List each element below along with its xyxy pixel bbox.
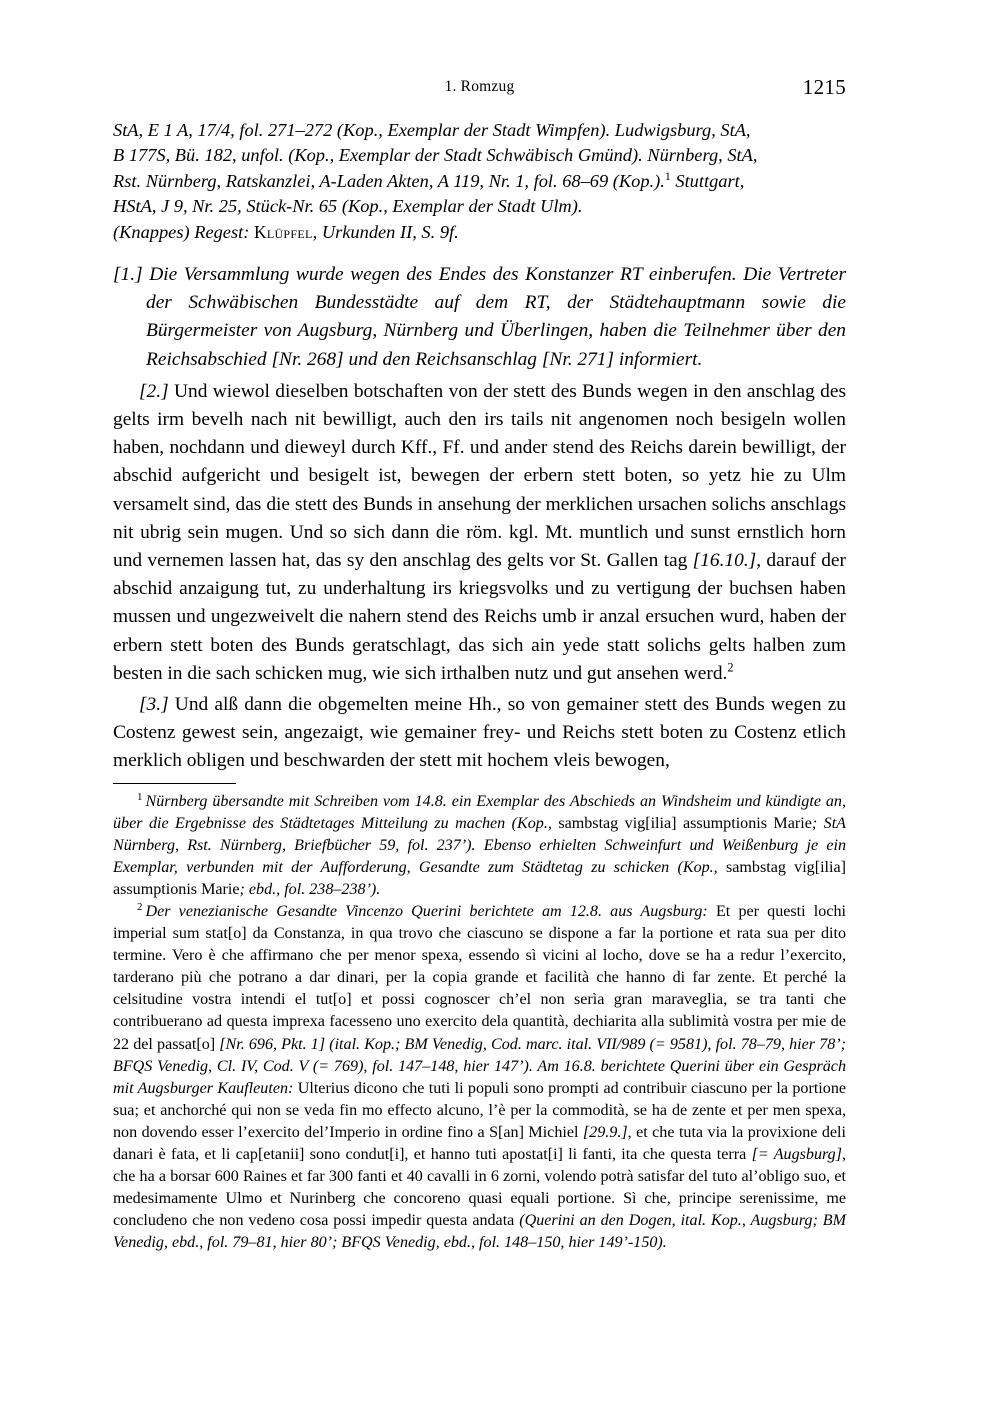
source-note-line bbox=[113, 169, 846, 194]
footnote-segment-italic: [29.9.] bbox=[582, 1123, 628, 1141]
running-head bbox=[113, 75, 846, 104]
footnote-segment-italic: Nürnberg übersandte mit Schreiben vom 14.8. ein Exemplar des Abschieds an Windsheim und kündigte an, über die Ergebnisse des Städtetages Mitteilung zu machen (Kop., bbox=[113, 793, 846, 833]
main-text-column bbox=[113, 118, 846, 776]
footnote-segment-roman: , che ha a borsar 600 Raines et far 300 fanti et 40 cavalli in 6 zorni, volendo potrà satisfar del tuto al’obligo suo, et medesimamente Ulmo et Nurinberg che concoreno quasi equali portione. Sì che, principe serenissime, me concludeno che non vedeno cosa possi impedir questa andata bbox=[113, 1145, 846, 1229]
paragraph-text: Und wiewol dieselben botschaften von der stett des Bunds wegen in den anschlag des gelts irm bevelh nach nit bewilligt, auch den irs tails nit angenomen noch besigeln wollen haben, nochdann und dieweyl durch Kff., Ff. und ander stend des Reichs darein bewilligt, der abschid aufgericht und besigelt ist, bewegen der erbern stett boten, so yetz hie zu Ulm versamelt sind, das die stett des Bunds in ansehung der merklichen ursachen solichs anschlags nit ubrig sein mugen. Und so sich dann die röm. kgl. Mt. muntlich und sunst ernstlich horn und vernemen lassen hat, das sy den anschlag des gelts vor St. Gallen tag bbox=[113, 380, 846, 572]
footnote-marker-1[interactable]: 1 bbox=[137, 790, 143, 803]
source-note-line: B 177S, Bü. 182, unfol. (Kop., Exemplar der Stadt Schwäbisch Gmünd). Nürnberg, StA, bbox=[113, 145, 758, 166]
paragraph-marker: [3.] bbox=[139, 694, 169, 716]
footnote-segment-italic: [Nr. 696, Pkt. 1] (ital. Kop.; BM Venedig, Cod. marc. ital. VII/989 (= 9581), fol. 78–79, hier 78’; BFQS Venedig, Cl. IV, Cod. V (= 769), fol. 147–148, hier 147’). Am 16.8. berichtete Querini über ein Gespräch mit Augsburger Kaufleuten: bbox=[113, 1035, 846, 1097]
source-note-line: StA, E 1 A, 17/4, fol. 271–272 (Kop., Exemplar der Stadt Wimpfen). Ludwigsburg, StA, bbox=[113, 120, 751, 140]
source-note-line: HStA, J 9, Nr. 25, Stück-Nr. 65 (Kop., Exemplar der Stadt Ulm). bbox=[113, 196, 583, 217]
page-number: 1215 bbox=[802, 75, 846, 99]
regest-prefix: (Knappes) Regest: bbox=[113, 221, 254, 242]
paragraph-text: Die Versammlung wurde wegen des Endes des Konstanzer RT einberufen. Die Vertreter der Schwäbischen Bundesstädte auf dem RT, der Städtehauptmann sowie die Bürgermeister von Augsburg, Nürnberg und Überlingen, haben die Teilnehmer über den Reichsabschied [Nr. 268] und den Reichsanschlag [Nr. 271] informiert. bbox=[142, 264, 846, 370]
footnote-segment-italic: Der venezianische Gesandte Vincenzo Querini berichtete am 12.8. aus Augsburg: bbox=[145, 903, 708, 921]
paragraph-marker: [1.] bbox=[113, 264, 143, 286]
source-note bbox=[113, 118, 846, 220]
footnote-ref-1[interactable]: 1 bbox=[664, 169, 671, 183]
footnote-segment-roman: , et che tuta via la provixione deli danari è fata, et li cap[etanii] sono condut[i], et hanno tuti apostat[i] li fanti, ita che questa terra bbox=[113, 1123, 846, 1163]
paragraph-text: Und alß dann die obgemelten meine Hh., so von gemainer stett des Bunds wegen zu Costenz gewest sein, angezaigt, wie gemainer frey- und Reichs stett boten zu Costenz etlich merklich obligen und beschwarden der stett mit hochem vleis bewogen, bbox=[113, 694, 846, 772]
footnote-ref-2[interactable]: 2 bbox=[727, 660, 734, 675]
regest-line bbox=[113, 220, 846, 245]
paragraph-summary bbox=[113, 261, 846, 374]
paragraph-3 bbox=[113, 691, 846, 776]
footnote-segment-italic: [= Augsburg] bbox=[751, 1145, 842, 1163]
footnote-segment-roman: sambstag vig[ilia] assumptionis Marie bbox=[551, 815, 812, 833]
source-note-text: Rst. Nürnberg, Ratskanzlei, A-Laden Akten, A 119, Nr. 1, fol. 68–69 (Kop.). bbox=[113, 170, 665, 191]
footnote-segment-italic: (Querini an den Dogen, ital. Kop., Augsburg; BM Venedig, ebd., fol. 79–81, hier 80’; BFQS Venedig, ebd., fol. 148–150, hier 149’-150). bbox=[113, 1211, 846, 1251]
source-note-text: Stuttgart, bbox=[670, 170, 745, 191]
footnote-segment-italic: ; ebd., fol. 238–238’). bbox=[239, 881, 381, 899]
footnote-marker-2[interactable]: 2 bbox=[137, 900, 143, 913]
paragraph-marker: [2.] bbox=[139, 380, 169, 402]
paragraph-text: , darauf der abschid anzaigung tut, zu underhaltung irs kriegsvolks und zu vertigung der buchsen haben mussen und ungezweivelt die nahern stend des Reichs umb ir anzal ersuchen wurd, haben der erbern stett boten des Bunds geratschlagt, das sich ain yede statt solichs gelts halben zum besten in die sach schicken mug, wie sich irthalben nutz und gut ansehen werd. bbox=[113, 550, 846, 684]
footnote-separator-rule bbox=[113, 783, 236, 784]
footnote-apparatus bbox=[113, 783, 846, 1254]
footnote-1 bbox=[113, 791, 846, 901]
footnote-segment-roman: Ulterius dicono che tuti li populi sono prompti ad contribuir ciascuno per la portione sua; et anchorché qui non se veda fin mo effecto alcuno, l’è per la commodità, se ha de zente et per men spexa, non dovendo esser l’exercito del’Imperio in ordine fino a S[an] Michiel bbox=[113, 1079, 847, 1141]
footnote-segment-roman: sambstag vig[ilia] assumptionis Marie bbox=[113, 859, 846, 899]
footnote-segment-italic: ; StA Nürnberg, Rst. Nürnberg, Briefbücher 59, fol. 237’). Ebenso erhielten Schweinfurt und Weißenburg je ein Exemplar, verbunden mit der Aufforderung, Gesandte zum Städtetag zu schicken (Kop., bbox=[113, 815, 847, 877]
regest-author: Klüpfel bbox=[253, 221, 313, 242]
footnote-2 bbox=[113, 901, 846, 1254]
paragraph-2 bbox=[113, 378, 846, 688]
footnote-segment-roman: Et per questi lochi imperial sum stat[o] da Constanza, in qua trovo che ciascuno se dispone a far la portione et rata sua per dito termine. Vero è che affirmano che per menor spexa, essendo sì vicini al locho, dove se ha a redur l’exercito, tarderano più che potrano a dar dinari, per la copia grande et facilità che hanno di far zente. Et perché la celsitudine vostra intendi el tut[o] et possi cognoscer ch’el non serìa gran maraveglia, se tra tanti che contribuerano ad questa imprexa facesseno uno exercito dela quantità, dechiarita alla sublimità vostra per mie de 22 del passat[o] bbox=[113, 903, 846, 1053]
running-head-title: 1. Romzug bbox=[444, 78, 515, 95]
date-insertion: [16.10.] bbox=[692, 550, 757, 572]
regest-suffix: , Urkunden II, S. 9f. bbox=[312, 221, 459, 242]
